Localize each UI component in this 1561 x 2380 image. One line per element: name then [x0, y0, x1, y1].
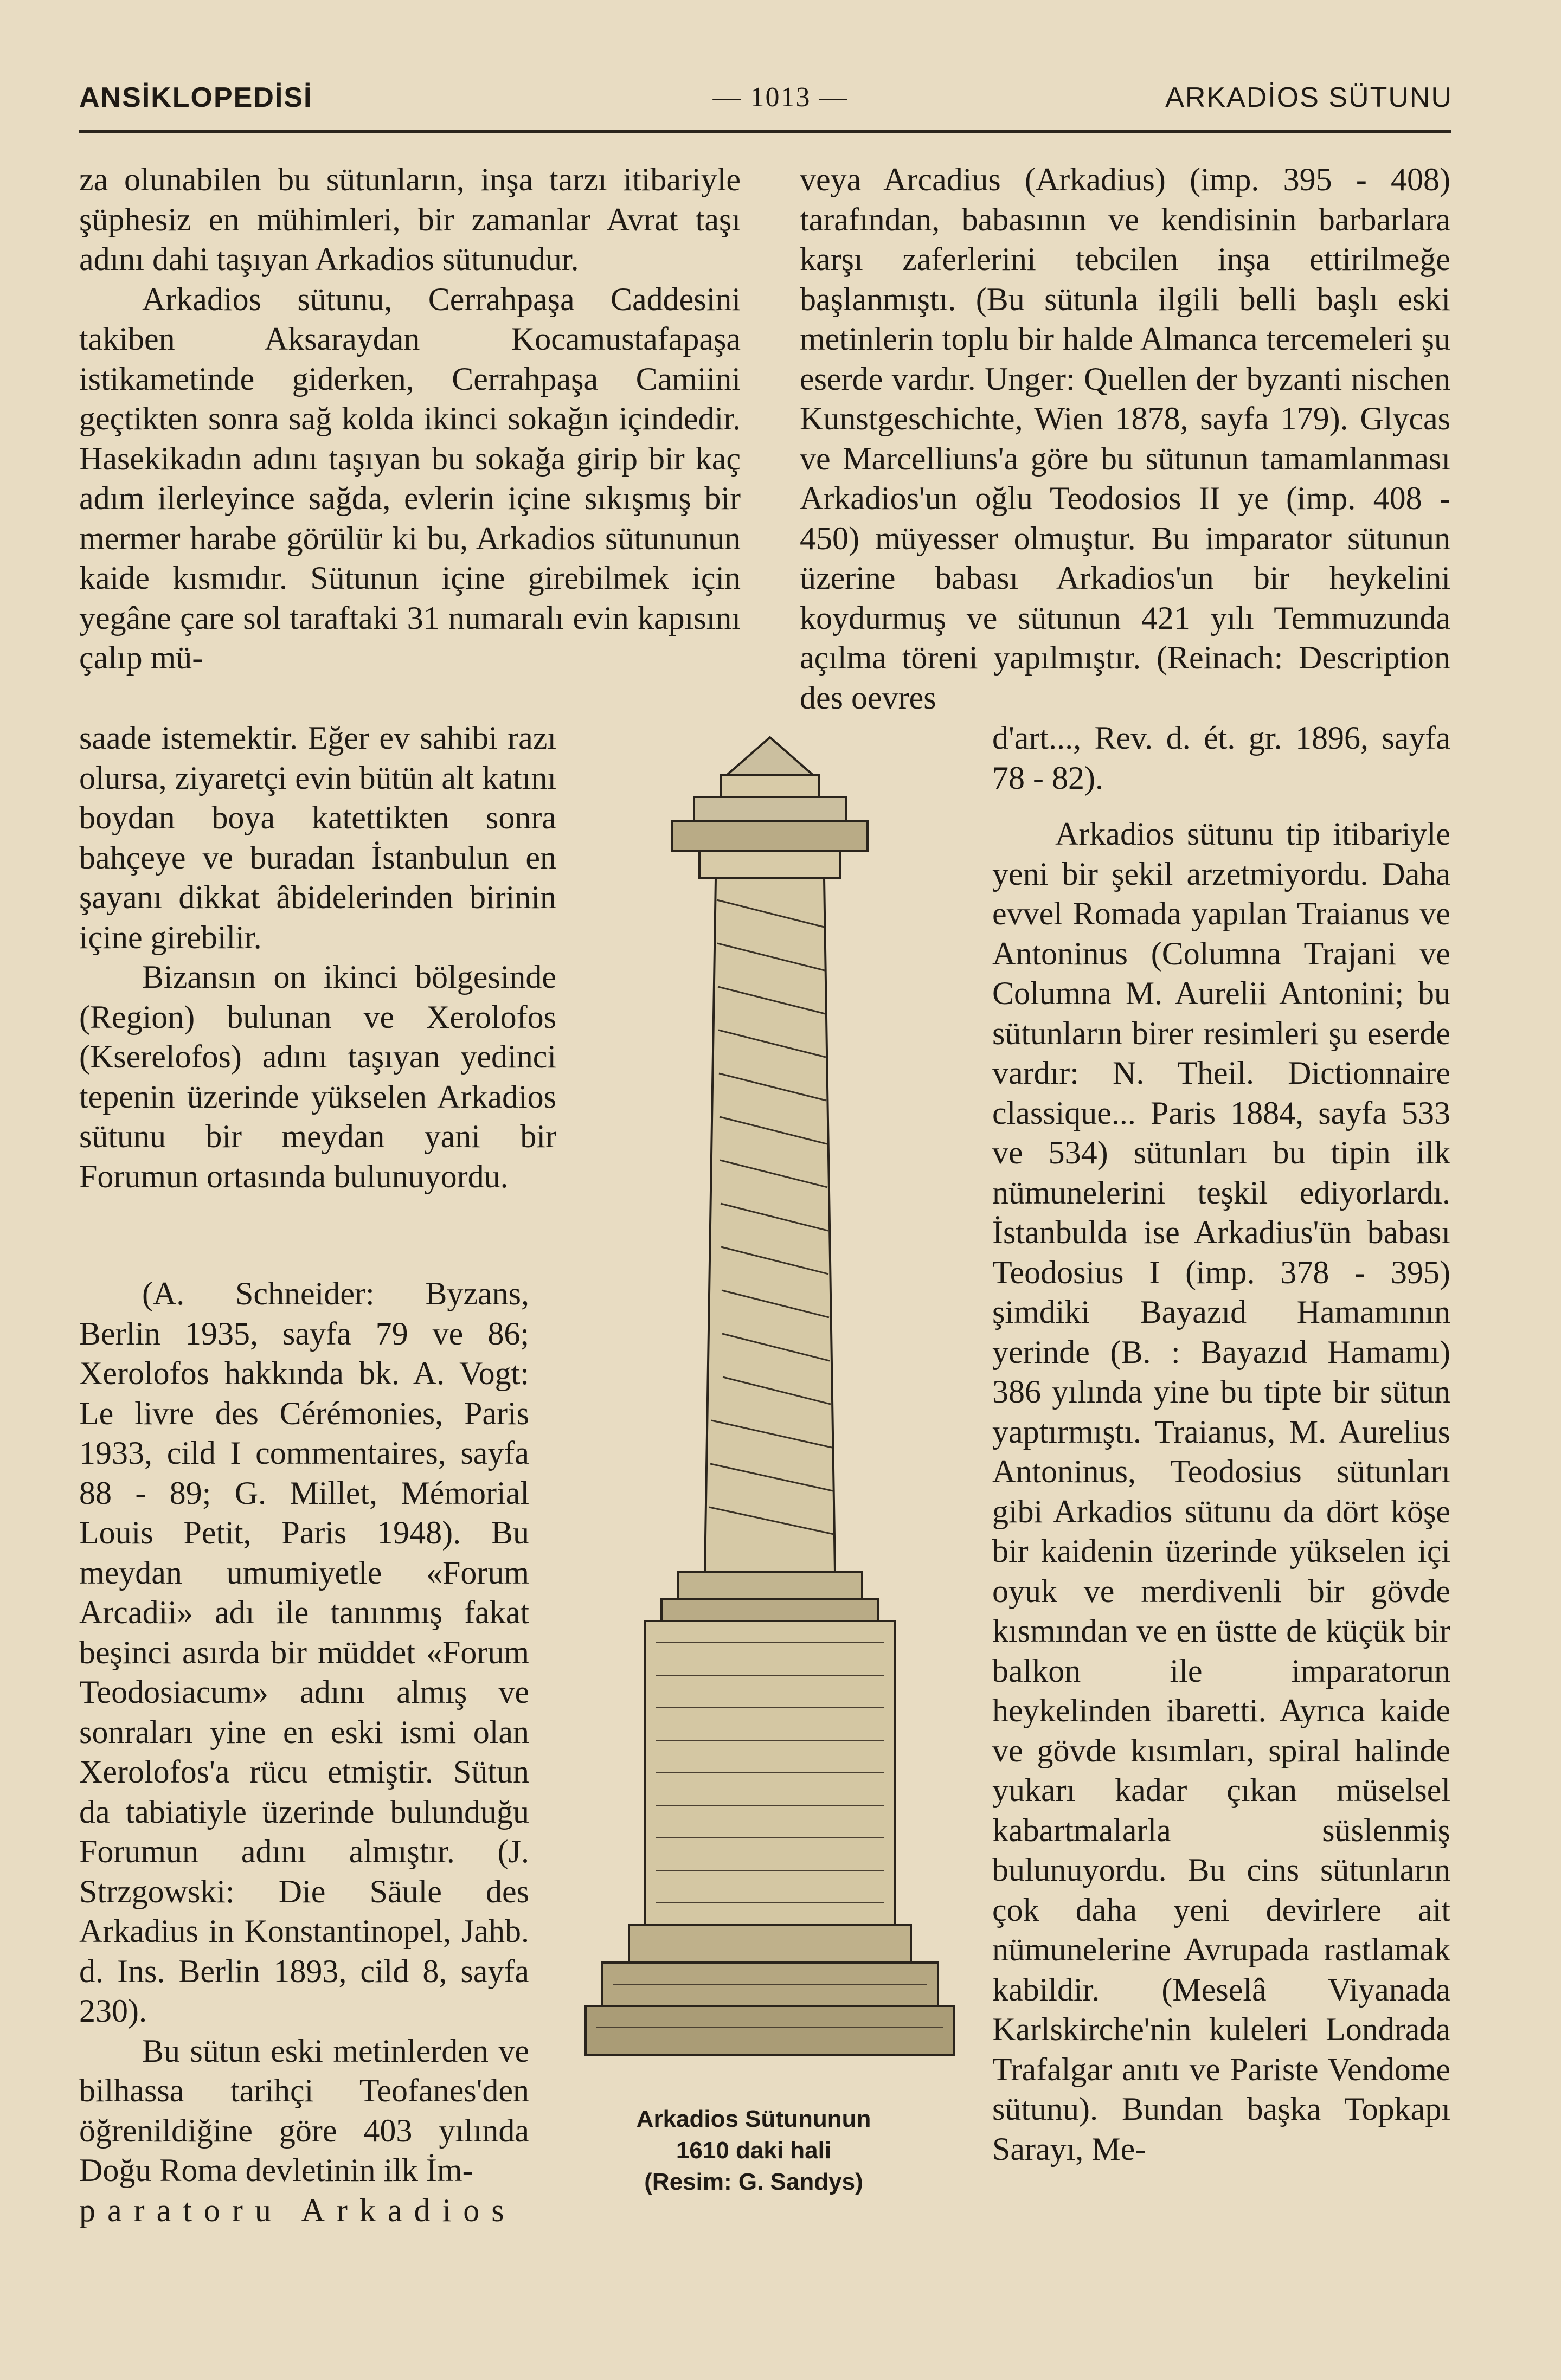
paragraph: Bizansın on ikinci bölgesinde (Region) bulunan ve Xerolofos (Kserelofos) adını taşıyan yedinci tepenin üzerinde yükselen Arkadios sütunu bir meydan yani bir Forumun ortasında bulunuyordu.: [79, 959, 556, 1194]
paragraph: veya Arcadius (Arkadius) (imp. 395 - 408) tarafından, babasının ve kendisinin barbarlara karşı zaferlerini tebcilen inşa ettirilmeğe başlanmıştı. (Bu sütunla ilgili belli başlı eski metinlerin toplu bir halde Almanca tercemeleri şu eserde vardır. Unger: Quellen der byzanti nischen Kunstgeschichte, Wien 1878, sayfa 179). Glycas ve Marcelliuns'a göre bu sütunun tamamlanması Arkadios'un oğlu Teodosios II ye (imp. 408 - 450) müyesser olmuştur. Bu imparator sütunun üzerine babası Arkadios'un bir heykelini koydurmuş ve sütunun 421 yılı Temmuzunda açılma töreni yapılmıştır. (Reinach: Description des oevres: [800, 162, 1450, 716]
right-column-wrap: [992, 718, 1450, 2169]
left-column-bottom: [79, 1274, 529, 2230]
paragraph: (A. Schneider: Byzans, Berlin 1935, sayfa 79 ve 86; Xerolofos hakkında bk. A. Vogt: Le livre des Cérémonies, Paris 1933, cild I commentaires, sayfa 88 - 89; G. Millet, Mémorial Louis Petit, Paris 1948). Bu meydan umumiyetle «Forum Arcadii» adı ile tanınmış fakat beşinci asırda bir müddet «Forum Teodosiacum» adını almış ve sonraları yine en eski ismi olan Xerolofos'a rücu etmiştir. Sütun da tabiatiyle üzerinde bulunduğu Forumun adını almıştır. (J. Strzgowski: Die Säule des Arkadius in Konstantinopel, Jahb. d. Ins. Berlin 1893, cild 8, sayfa 230).: [79, 1276, 529, 2029]
paragraph: Arkadios sütunu tip itibariyle yeni bir şekil arzetmiyordu. Daha evvel Romada yapılan Traianus ve Antoninus (Columna Trajani ve Columna M. Aurelii Antonini; bu sütunların birer resimleri şu eserde vardır: N. Theil. Dictionnaire classique... Paris 1884, sayfa 533 ve 534) sütunları bu tipin ilk nümunelerini teşkil ediyorlardı. İstanbulda ise Arkadius'ün babası Teodosius I (imp. 378 - 395) şimdiki Bayazıd Hamamının yerinde (B. : Bayazıd Hamamı) 386 yılında yine bu tipte bir sütun yaptırmıştı. Traianus, M. Aurelius Antoninus, Teodosius sütunları gibi Arkadios sütunu da dört köşe bir kaidenin üzerinde yükselen içi oyuk ve merdivenli bir gövde kısmından ve en üstte de küçük bir balkon ile imparatorun heykelinden ibaretti. Ayrıca kaide ve gövde kısımları, spiral halinde yukarı kadar çıkan müselsel kabartmalarla süslenmiş bulunuyordu. Bu cins sütunların çok daha yeni devirlere ait nümunelerine Avrupada rastlamak kabildir. (Meselâ Viyanada Karlskirche'nin kuleleri Londrada Trafalgar anıtı ve Pariste Vendome sütunu). Bundan başka Topkapı Sarayı, Me-: [992, 816, 1450, 2167]
column-illustration: [564, 705, 976, 2098]
caption-line: 1610 daki hali: [676, 2137, 832, 2164]
left-column-wrap: [79, 718, 556, 1197]
paragraph: Arkadios sütunu, Cerrahpaşa Caddesini takiben Aksaraydan Kocamustafapaşa istikametinde giderken, Cerrahpaşa Camiini geçtikten sonra sağ kolda ikinci sokağın içindedir. Hasekikadın adını taşıyan bu sokağa girip bir kaç adım ilerleyince sağda, evlerin içine sıkışmış bir mermer harabe görülür ki bu, Arkadios sütununun kaide kısmıdır. Sütunun içine girebilmek için yegâne çare sol taraftaki 31 numaralı evin kapısını çalıp mü-: [79, 281, 741, 676]
page-number: — 1013 —: [712, 82, 849, 113]
header-rule: [79, 130, 1451, 133]
caption-line: (Resim: G. Sandys): [644, 2169, 863, 2195]
column-engraving-icon: [564, 705, 976, 2098]
figure-caption: [564, 2104, 943, 2198]
running-header-right: ARKADİOS SÜTUNU: [1165, 82, 1453, 113]
running-header-left: ANSİKLOPEDİSİ: [79, 82, 313, 113]
paragraph-last-line: paratoru Arkadios: [79, 2192, 516, 2228]
left-column-top: [79, 160, 741, 678]
paragraph: d'art..., Rev. d. ét. gr. 1896, sayfa 78 - 82).: [992, 720, 1450, 796]
paragraph: Bu sütun eski metinlerden ve bilhassa tarihçi Teofanes'den öğrenildiğine göre 403 yılında Doğu Roma devletinin ilk İm-: [79, 2032, 529, 2188]
caption-line: Arkadios Sütununun: [636, 2106, 871, 2132]
paragraph: saade istemektir. Eğer ev sahibi razı olursa, ziyaretçi evin bütün alt katını boydan boya katettikten sonra bahçeye ve buradan İstanbulun en şayanı dikkat âbidelerinden birinin içine girebilir.: [79, 720, 556, 955]
right-column-top: [800, 160, 1450, 718]
paragraph: za olunabilen bu sütunların, inşa tarzı itibariyle şüphesiz en mühimleri, bir zamanlar Avrat taşı adını dahi taşıyan Arkadios sütunudur.: [79, 162, 741, 277]
